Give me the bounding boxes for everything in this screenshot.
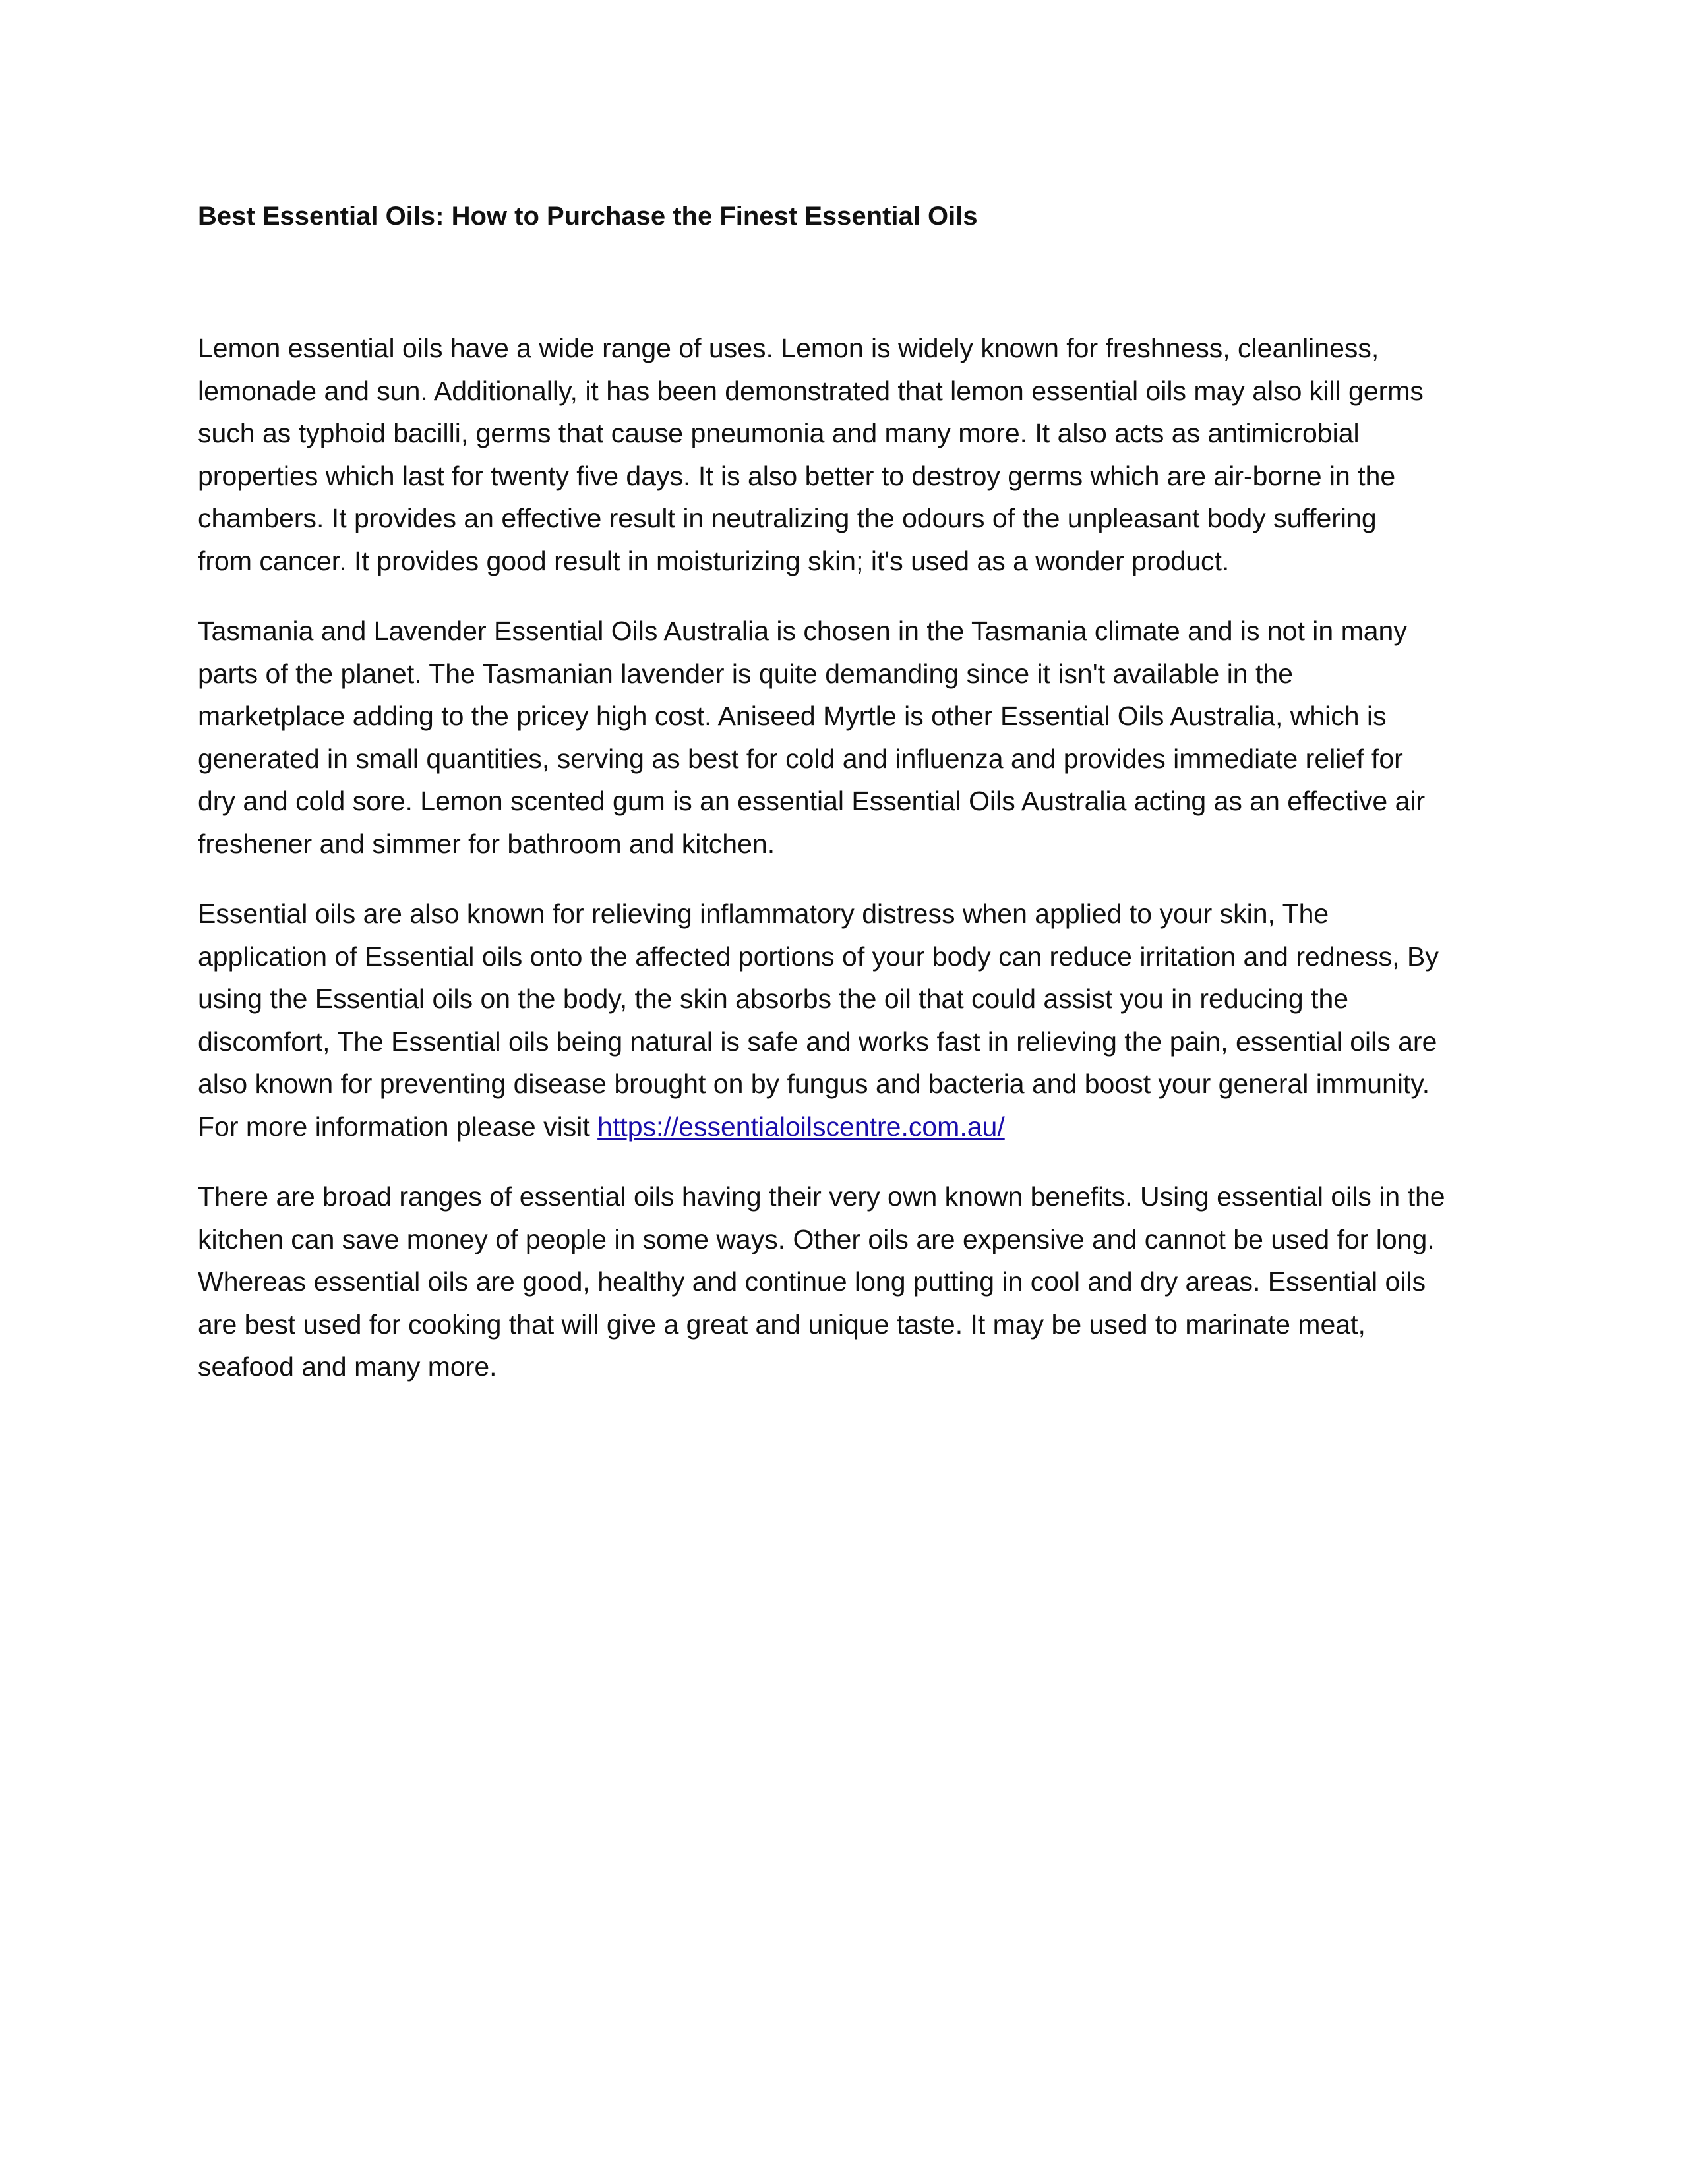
- paragraph-line: parts of the planet. The Tasmanian lavender is quite demanding since it isn't available in the: [198, 658, 1294, 689]
- paragraph-line: There are broad ranges of essential oils having their very own known benefits. Using essential oils in the: [198, 1181, 1445, 1212]
- more-info-text: For more information please visit: [198, 1111, 598, 1142]
- paragraph-inflammatory-relief: [198, 893, 1503, 1148]
- paragraph-line: freshener and simmer for bathroom and kitchen.: [198, 828, 775, 859]
- paragraph-cooking-benefits: [198, 1175, 1503, 1388]
- paragraph-line: are best used for cooking that will give a great and unique taste. It may be used to marinate meat,: [198, 1309, 1366, 1340]
- paragraph-line: lemonade and sun. Additionally, it has been demonstrated that lemon essential oils may also kill germs: [198, 375, 1424, 406]
- paragraph-tasmania-lavender: [198, 610, 1503, 865]
- paragraph-line: Whereas essential oils are good, healthy and continue long putting in cool and dry areas. Essential oils: [198, 1266, 1426, 1297]
- document-body: [198, 195, 1503, 1416]
- paragraph-line: Tasmania and Lavender Essential Oils Australia is chosen in the Tasmania climate and is not in many: [198, 616, 1407, 646]
- paragraph-line: using the Essential oils on the body, the skin absorbs the oil that could assist you in reducing the: [198, 984, 1349, 1014]
- more-info-line: [198, 1106, 1503, 1148]
- paragraph-line: Lemon essential oils have a wide range of uses. Lemon is widely known for freshness, cleanliness,: [198, 333, 1379, 363]
- paragraph-line: properties which last for twenty five days. It is also better to destroy germs which are air-borne in the: [198, 460, 1396, 491]
- paragraph-line: from cancer. It provides good result in moisturizing skin; it's used as a wonder product.: [198, 545, 1230, 576]
- paragraph-line: marketplace adding to the pricey high cost. Aniseed Myrtle is other Essential Oils Australia, which is: [198, 701, 1387, 731]
- paragraph-line: discomfort, The Essential oils being natural is safe and works fast in relieving the pain, essential oils are: [198, 1026, 1437, 1057]
- paragraph-line: also known for preventing disease brought on by fungus and bacteria and boost your general immunity.: [198, 1069, 1430, 1099]
- paragraph-line: seafood and many more.: [198, 1351, 497, 1382]
- paragraph-line: chambers. It provides an effective result in neutralizing the odours of the unpleasant body suffering: [198, 503, 1377, 533]
- paragraph-line: kitchen can save money of people in some ways. Other oils are expensive and cannot be used for long.: [198, 1224, 1435, 1254]
- document-title: Best Essential Oils: How to Purchase the Finest Essential Oils: [198, 202, 978, 231]
- paragraph-line: Essential oils are also known for relieving inflammatory distress when applied to your skin, The: [198, 899, 1329, 929]
- paragraph-line: application of Essential oils onto the affected portions of your body can reduce irritation and redness, By: [198, 941, 1439, 972]
- paragraph-line: such as typhoid bacilli, germs that cause pneumonia and many more. It also acts as antimicrobial: [198, 418, 1360, 448]
- paragraph-lemon-uses: [198, 327, 1503, 582]
- paragraph-line: dry and cold sore. Lemon scented gum is an essential Essential Oils Australia acting as an effective air: [198, 786, 1426, 816]
- website-link[interactable]: https://essentialoilscentre.com.au/: [597, 1111, 1005, 1142]
- paragraph-line: generated in small quantities, serving as best for cold and influenza and provides immediate relief for: [198, 743, 1403, 774]
